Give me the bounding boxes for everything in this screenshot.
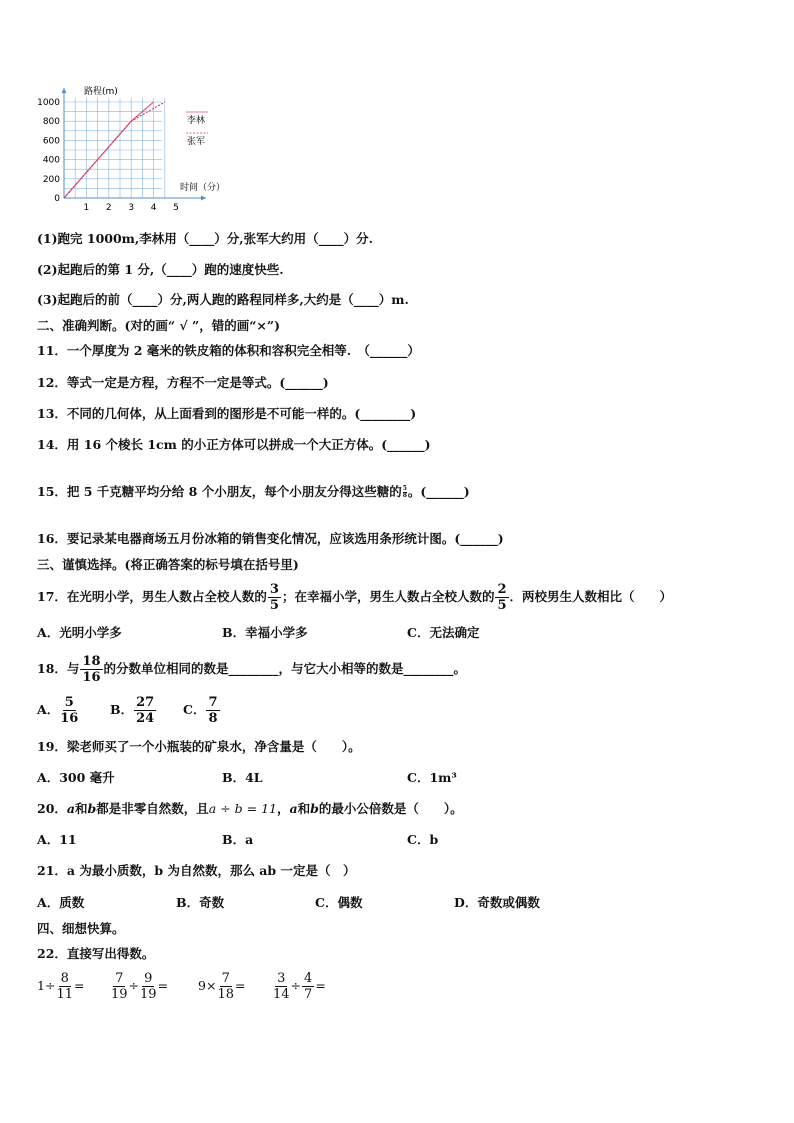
question-17: [37, 582, 672, 612]
question-sub-2: (2)起跑后的第 1 分,（____）跑的速度快些.: [37, 262, 284, 277]
fraction-3-5: $\frac{3}{5}$: [269, 582, 279, 613]
question-sub-1: (1)跑完 1000m,李林用（____）分,张军大约用（____）分.: [37, 231, 373, 246]
legend: [186, 112, 208, 147]
question-18-text-a: 18．与: [37, 661, 80, 676]
x-tick-label: 3: [128, 203, 135, 210]
q21-option-d: D．奇数或偶数: [454, 895, 540, 910]
calc-item-3: 9× $\frac{7}{18}$ =: [198, 971, 246, 1002]
question-19: 19．梁老师买了一个小瓶装的矿泉水，净含量是（ ）。: [37, 739, 361, 754]
question-17-text-c: ．两校男生人数相比（ ）: [509, 589, 673, 604]
x-tick-label: 2: [105, 203, 112, 210]
y-tick-label: 400: [42, 155, 60, 166]
fraction-18-16: $\frac{18}{16}$: [82, 654, 101, 685]
section-3-heading: 三、谨慎选择。(将正确答案的标号填在括号里): [37, 557, 299, 572]
y-tick-label: 200: [42, 174, 60, 185]
question-15-text: 15．把 5 千克糖平均分给 8 个小朋友，每个小朋友分得这些糖的: [37, 484, 402, 499]
question-15-blank: 。(______): [407, 484, 470, 499]
q19-option-c: C．1m³: [407, 770, 457, 785]
x-tick-label: 5: [173, 203, 179, 210]
fraction-2-5: $\frac{2}{5}$: [497, 582, 507, 613]
y-axis-label: 路程(m): [84, 87, 118, 97]
q18-option-b: B． $\frac{27}{24}$: [110, 695, 155, 726]
q21-option-c: C．偶数: [315, 895, 363, 910]
fraction: $\frac{5}{8}$: [402, 485, 407, 499]
y-tick-label: 1000: [37, 98, 60, 108]
x-axis-arrow: [201, 196, 206, 201]
q20-option-c: C．b: [407, 832, 439, 847]
x-tick-label: 1: [83, 203, 90, 210]
distance-time-chart: [30, 80, 230, 210]
question-18: [37, 654, 466, 684]
question-17-text-a: 17．在光明小学，男生人数占全校人数的: [37, 589, 267, 604]
question-15: [37, 484, 470, 500]
legend-label-zhang: 张军: [187, 137, 206, 147]
q19-option-b: B．4L: [222, 770, 263, 785]
q21-option-b: B．奇数: [176, 895, 225, 910]
section-4-heading: 四、细想快算。: [37, 921, 125, 936]
q20-option-a: A．11: [37, 832, 77, 847]
calc-item-4: $\frac{3}{14}$ ÷ $\frac{4}{7}$ =: [273, 971, 326, 1002]
y-tick-label: 0: [54, 194, 60, 204]
y-tick-label: 600: [42, 136, 60, 147]
q20-option-b: B．a: [222, 832, 254, 847]
q18-option-c: C． $\frac{7}{8}$: [183, 695, 218, 726]
y-tick-label: 800: [42, 117, 60, 128]
question-sub-3: (3)起跑后的前（____）分,两人跑的路程同样多,大约是（____）m.: [37, 292, 409, 307]
y-axis-arrow: [62, 88, 67, 93]
question-14: 14．用 16 个棱长 1cm 的小正方体可以拼成一个大正方体。(______): [37, 437, 431, 452]
q18-option-a: A． $\frac{5}{16}$: [37, 695, 79, 726]
chart-grid: [64, 98, 165, 198]
q17-option-c: C．无法确定: [407, 625, 480, 640]
question-11: 11．一个厚度为 2 毫米的铁皮箱的体积和容积完全相等. （______）: [37, 343, 420, 358]
q17-option-a: A．光明小学多: [37, 625, 122, 640]
x-axis-label: 时间（分）: [180, 183, 226, 193]
section-2-heading: 二、准确判断。(对的画“ √ ”，错的画“×”): [37, 318, 280, 333]
question-18-text-b: 的分数单位相同的数是________，与它大小相等的数是________。: [103, 661, 467, 676]
calc-item-2: $\frac{7}{19}$ ÷ $\frac{9}{19}$ =: [111, 971, 169, 1002]
q19-option-a: A．300 毫升: [37, 770, 115, 785]
calc-item-1: 1÷ $\frac{8}{11}$ =: [37, 971, 85, 1002]
question-21: 21．a 为最小质数，b 为自然数，那么 ab 一定是（ ）: [37, 863, 356, 878]
question-20: 20．a和b都是非零自然数，且a ÷ b = 11，a和b的最小公倍数是（ ）。: [37, 801, 463, 816]
question-17-text-b: ；在幸福小学，男生人数占全校人数的: [281, 589, 495, 604]
question-13: 13．不同的几何体，从上面看到的图形是不可能一样的。(________): [37, 406, 417, 421]
question-22: 22．直接写出得数。: [37, 946, 155, 961]
q17-option-b: B．幸福小学多: [222, 625, 308, 640]
x-tick-label: 4: [150, 203, 157, 210]
question-16: 16．要记录某电器商场五月份冰箱的销售变化情况，应该选用条形统计图。(______): [37, 531, 504, 546]
legend-label-li: 李林: [187, 116, 206, 126]
question-12: 12．等式一定是方程，方程不一定是等式。(______): [37, 375, 329, 390]
q21-option-a: A．质数: [37, 895, 85, 910]
